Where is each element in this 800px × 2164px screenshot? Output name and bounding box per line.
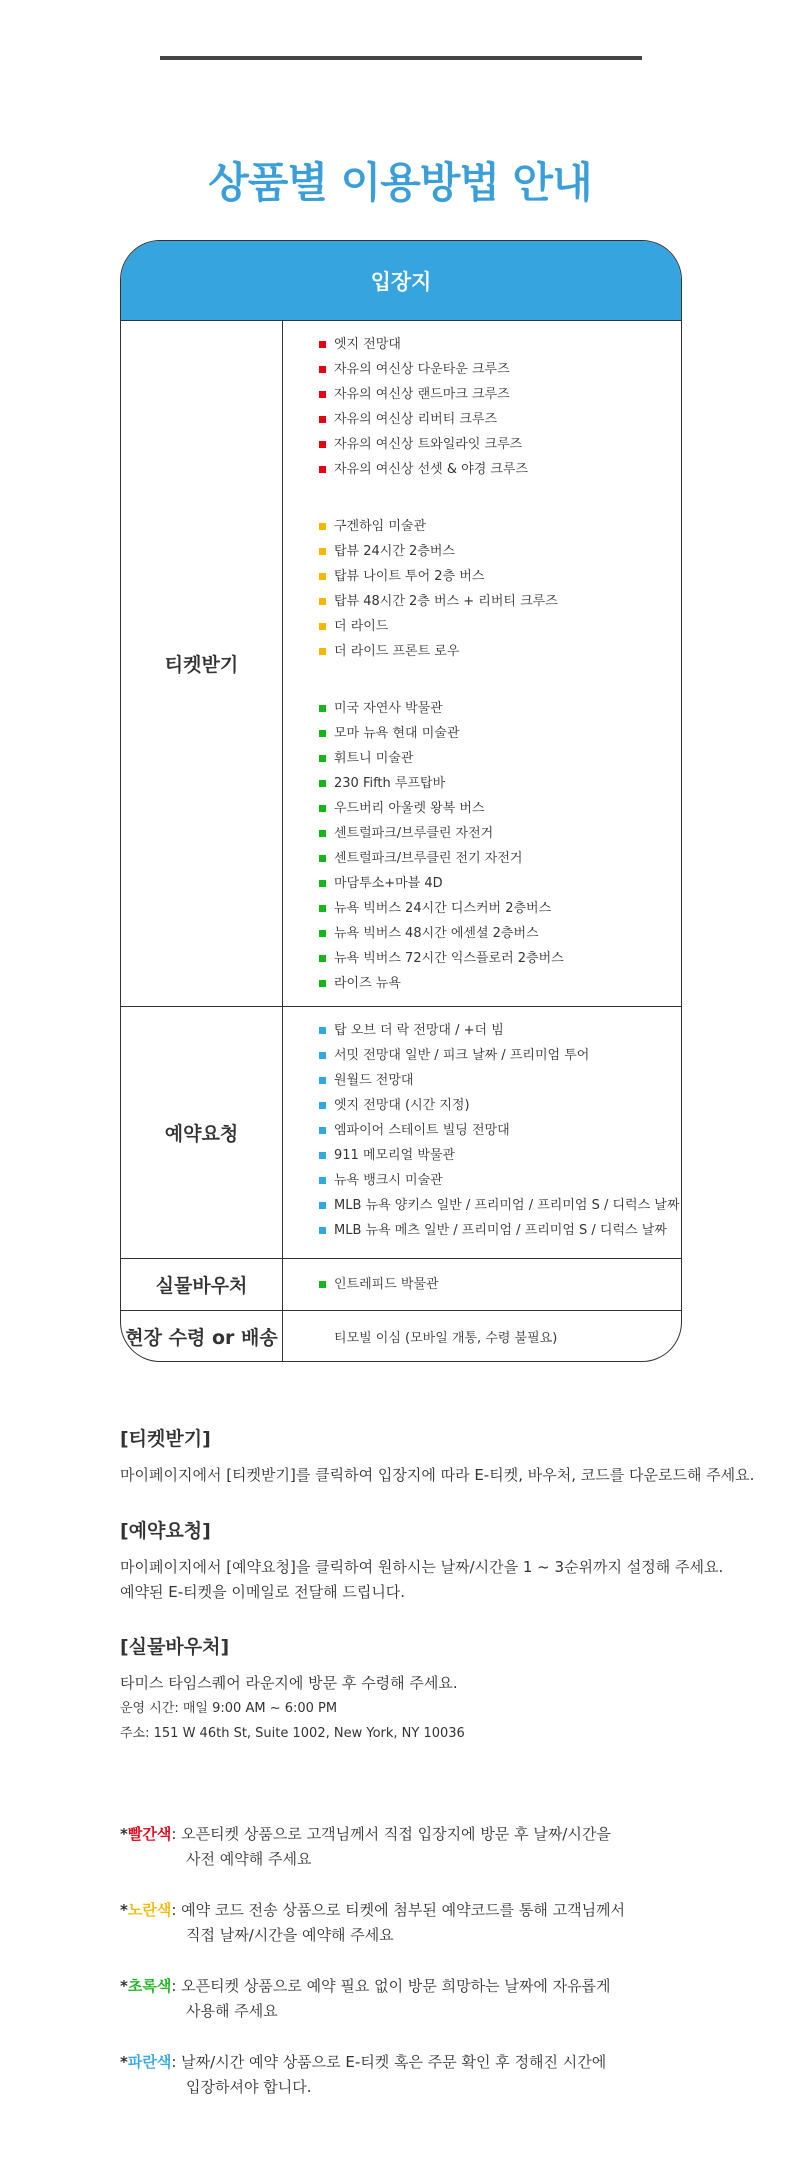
list-item (319, 564, 681, 589)
list-item (319, 407, 681, 432)
green-square-icon (319, 955, 326, 962)
note-line: 직접 날짜/시간을 예약해 주세요 (186, 1926, 394, 1944)
blue-square-icon (319, 1027, 326, 1034)
section-text: 마이페이지에서 [예약요청]을 클릭하여 원하시는 날짜/시간을 1 ~ 3순위까지 설정해 주세요. (120, 1558, 724, 1576)
color-note-blue (120, 2050, 606, 2100)
item-group (319, 696, 681, 996)
color-note-green (120, 1974, 611, 2024)
note-line: : 오픈티켓 상품으로 고객님께서 직접 입장지에 방문 후 날짜/시간을 (171, 1825, 611, 1843)
item-label: 뉴욕 빅버스 24시간 디스커버 2층버스 (334, 901, 552, 916)
list-item (319, 432, 681, 457)
item-label: 뉴욕 빅버스 72시간 익스플로러 2층버스 (334, 951, 564, 966)
item-label: 마담투소+마블 4D (334, 876, 443, 891)
category-label: 예약요청 (121, 1007, 283, 1258)
list-item (319, 971, 681, 996)
green-square-icon (319, 855, 326, 862)
blue-square-icon (319, 1052, 326, 1059)
list-item (319, 639, 681, 664)
category-label: 실물바우처 (121, 1259, 283, 1310)
note-star: * (120, 2053, 128, 2071)
list-item (319, 846, 681, 871)
item-label: 911 메모리얼 박물관 (334, 1148, 455, 1163)
table-row-reservation (121, 1007, 681, 1259)
section-ticket (120, 1424, 754, 1488)
note-star: * (120, 1825, 128, 1843)
item-label: MLB 뉴욕 양키스 일반 / 프리미엄 / 프리미엄 S / 디럭스 날짜 (334, 1198, 680, 1213)
item-label: 구겐하임 미술관 (334, 519, 427, 534)
yellow-square-icon (319, 548, 326, 555)
item-label: 엣지 전망대 (시간 지정) (334, 1098, 470, 1113)
table-row-voucher (121, 1259, 681, 1311)
item-label: 엣지 전망대 (334, 337, 401, 352)
category-label: 현장 수령 or 배송 (121, 1311, 283, 1361)
item-list (283, 1259, 681, 1310)
note-line: : 오픈티켓 상품으로 예약 필요 없이 방문 희망하는 날짜에 자유롭게 (171, 1977, 611, 1995)
list-item (319, 821, 681, 846)
red-square-icon (319, 391, 326, 398)
item-label: 미국 자연사 박물관 (334, 701, 443, 716)
item-label: 탑뷰 24시간 2층버스 (334, 544, 455, 559)
item-group (319, 514, 681, 664)
list-item (319, 1043, 681, 1068)
green-square-icon (319, 905, 326, 912)
list-item (319, 771, 681, 796)
yellow-square-icon (319, 573, 326, 580)
note-line: 사용해 주세요 (186, 2002, 278, 2020)
item-group (319, 1272, 439, 1297)
list-item (319, 1118, 681, 1143)
section-voucher (120, 1632, 465, 1746)
green-square-icon (319, 730, 326, 737)
section-heading: [예약요청] (120, 1520, 211, 1542)
section-text: 마이페이지에서 [티켓받기]를 클릭하여 입장지에 따라 E-티켓, 바우처, 코드를 다운로드해 주세요. (120, 1466, 755, 1484)
list-item (319, 1193, 681, 1218)
top-divider (160, 56, 642, 60)
list-item (319, 1218, 681, 1243)
item-label: 자유의 여신상 다운타운 크루즈 (334, 362, 510, 377)
item-label: 자유의 여신상 랜드마크 크루즈 (334, 387, 510, 402)
list-item (319, 746, 681, 771)
note-line: : 예약 코드 전송 상품으로 티켓에 첨부된 예약코드를 통해 고객님께서 (171, 1901, 626, 1919)
item-group (319, 332, 681, 482)
item-list (283, 321, 681, 1006)
section-heading: [실물바우처] (120, 1636, 230, 1658)
blue-square-icon (319, 1202, 326, 1209)
note-label: 파란색 (127, 2053, 172, 2071)
green-square-icon (319, 705, 326, 712)
item-label: 휘트니 미술관 (334, 751, 414, 766)
blue-square-icon (319, 1102, 326, 1109)
green-square-icon (319, 805, 326, 812)
list-item (319, 896, 681, 921)
item-label: MLB 뉴욕 메츠 일반 / 프리미엄 / 프리미엄 S / 디럭스 날짜 (334, 1223, 667, 1238)
item-label: 센트럴파크/브루클린 자전거 (334, 826, 494, 841)
item-label: 자유의 여신상 리버티 크루즈 (334, 412, 498, 427)
list-item (319, 921, 681, 946)
green-square-icon (319, 880, 326, 887)
green-square-icon (319, 930, 326, 937)
color-note-yellow (120, 1898, 625, 1948)
note-label: 노란색 (127, 1901, 172, 1919)
usage-table (120, 240, 682, 1362)
list-item (319, 539, 681, 564)
list-item (319, 1272, 439, 1297)
item-label: 센트럴파크/브루클린 전기 자전거 (334, 851, 523, 866)
category-label: 티켓받기 (121, 321, 283, 1006)
note-star: * (120, 1977, 128, 1995)
yellow-square-icon (319, 623, 326, 630)
list-item (319, 589, 681, 614)
green-square-icon (319, 1281, 326, 1288)
blue-square-icon (319, 1152, 326, 1159)
item-label: 모마 뉴욕 현대 미술관 (334, 726, 460, 741)
list-item (319, 1093, 681, 1118)
item-label: 탑뷰 나이트 투어 2층 버스 (334, 569, 485, 584)
note-line: 입장하셔야 합니다. (186, 2078, 312, 2096)
yellow-square-icon (319, 523, 326, 530)
item-label: 뉴욕 빅버스 48시간 에센셜 2층버스 (334, 926, 539, 941)
address-text: 주소: 151 W 46th St, Suite 1002, New York, NY 10036 (120, 1726, 465, 1741)
yellow-square-icon (319, 598, 326, 605)
item-label: 탑뷰 48시간 2층 버스 + 리버티 크루즈 (334, 594, 558, 609)
list-item (319, 696, 681, 721)
blue-square-icon (319, 1077, 326, 1084)
red-square-icon (319, 466, 326, 473)
item-label: 원월드 전망대 (334, 1073, 414, 1088)
list-item (319, 332, 681, 357)
item-label: 뉴욕 뱅크시 미술관 (334, 1173, 443, 1188)
list-item (319, 1018, 681, 1043)
item-label: 엠파이어 스테이트 빌딩 전망대 (334, 1123, 510, 1138)
green-square-icon (319, 980, 326, 987)
note-star: * (120, 1901, 128, 1919)
section-text: 예약된 E-티켓을 이메일로 전달해 드립니다. (120, 1583, 406, 1601)
section-reservation (120, 1516, 723, 1605)
red-square-icon (319, 341, 326, 348)
item-label: 더 라이드 (334, 619, 389, 634)
list-item (319, 614, 681, 639)
list-item (319, 357, 681, 382)
blue-square-icon (319, 1177, 326, 1184)
blue-square-icon (319, 1127, 326, 1134)
list-item (319, 1068, 681, 1093)
green-square-icon (319, 830, 326, 837)
item-label: 서밋 전망대 일반 / 피크 날짜 / 프리미엄 투어 (334, 1048, 590, 1063)
red-square-icon (319, 416, 326, 423)
blue-square-icon (319, 1227, 326, 1234)
item-text: 티모빌 이심 (모바일 개통, 수령 불필요) (334, 1330, 558, 1346)
item-group (319, 1018, 681, 1243)
note-line: 사전 예약해 주세요 (186, 1850, 312, 1868)
list-item (319, 946, 681, 971)
list-item (319, 796, 681, 821)
list-item (319, 382, 681, 407)
red-square-icon (319, 441, 326, 448)
list-item (319, 1143, 681, 1168)
red-square-icon (319, 366, 326, 373)
item-label: 라이즈 뉴욕 (334, 976, 401, 991)
item-label: 더 라이드 프론트 로우 (334, 644, 460, 659)
section-text: 타미스 타임스퀘어 라운지에 방문 후 수령해 주세요. (120, 1674, 458, 1692)
page-title: 상품별 이용방법 안내 (208, 158, 592, 207)
green-square-icon (319, 755, 326, 762)
table-row-ticket (121, 321, 681, 1007)
list-item (319, 514, 681, 539)
item-list (283, 1007, 681, 1258)
item-label: 탑 오브 더 락 전망대 / +더 빔 (334, 1023, 504, 1038)
hours-text: 운영 시간: 매일 9:00 AM ~ 6:00 PM (120, 1701, 338, 1716)
note-label: 빨간색 (127, 1825, 172, 1843)
table-row-pickup (121, 1311, 681, 1361)
table-header: 입장지 (121, 241, 681, 321)
list-item (319, 1168, 681, 1193)
section-heading: [티켓받기] (120, 1428, 211, 1450)
note-label: 초록색 (127, 1977, 172, 1995)
item-label: 우드버리 아울렛 왕복 버스 (334, 801, 485, 816)
item-label: 인트레피드 박물관 (334, 1277, 439, 1292)
item-label: 자유의 여신상 선셋 & 야경 크루즈 (334, 462, 529, 477)
color-note-red (120, 1822, 611, 1872)
item-label: 230 Fifth 루프탑바 (334, 776, 446, 791)
list-item (319, 871, 681, 896)
green-square-icon (319, 780, 326, 787)
list-item (319, 721, 681, 746)
list-item (319, 457, 681, 482)
item-label: 자유의 여신상 트와일라잇 크루즈 (334, 437, 523, 452)
note-line: : 날짜/시간 예약 상품으로 E-티켓 혹은 주문 확인 후 정해진 시간에 (171, 2053, 607, 2071)
yellow-square-icon (319, 648, 326, 655)
